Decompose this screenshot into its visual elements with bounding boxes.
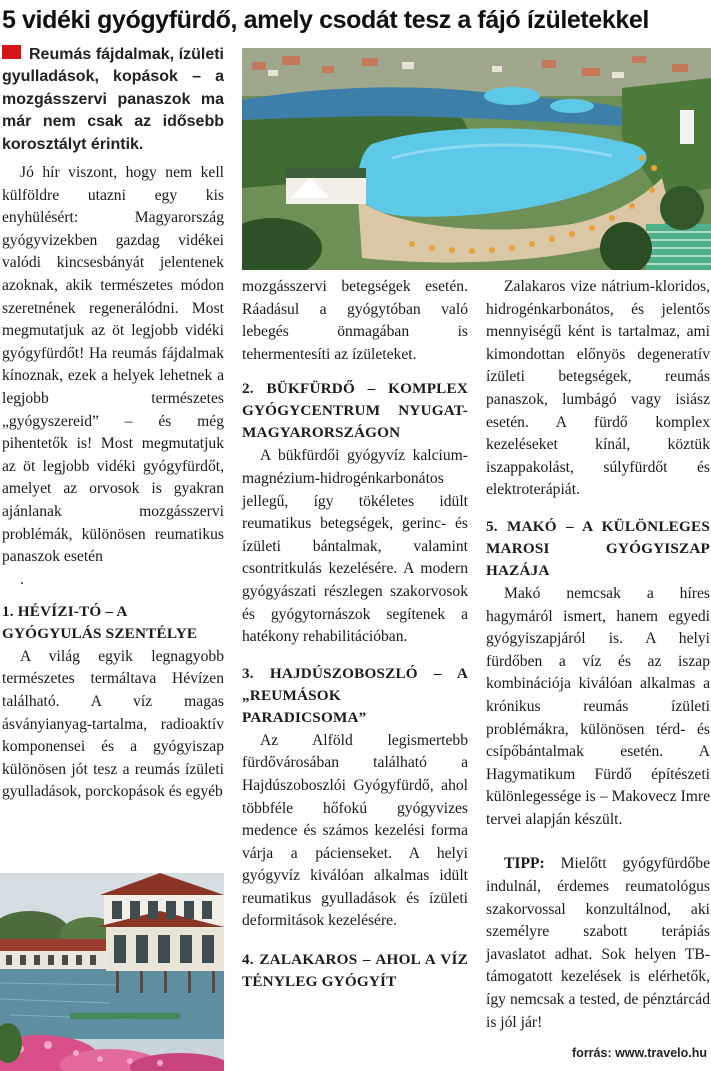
lead-paragraph: Reumás fájdalmak, ízületi gyulladások, kopások – a mozgásszervi panaszok ma már nem csak az idősebb korosztályt érintik. <box>2 46 224 153</box>
source-credit: forrás: www.travelo.hu <box>572 1046 707 1060</box>
intro-paragraph: Jó hír viszont, hogy nem kell külföldre utazni egy kis enyhülésért: Magyarország gyógyvizekben gazdag vidékei valódi kincsesbányát jelentenek azoknak, akik természetes módon szeretnének regenerálódni. Most megmutatjuk az öt legjobb vidéki gyógyfürdőt! Ha reumás fájdalmak kínoznak, ezek a helyek lehetnek a legjobb természetes „gyógyszereid” – és még pihentetők is! Most megmutatjuk az öt legjobb vidéki gyógyfürdőt, amelyet az orvosok is gyakran ajánlanak mozgásszervi problémák, különösen reumatikus panaszok esetén <box>2 164 224 566</box>
aerial-bath-photo <box>242 48 711 270</box>
section-2-text: A bükfürdői gyógyvíz kalcium-magnézium-hidrogénkarbonátos jellegű, így tökéletes idült reumatikus betegségek, gerinc- és ízületi bántalmak, valamint csontritkulás kezelésére. A modern gyógyászati részlegen szakorvosok és gyógytornászok segítenek a hatékony rehabilitációban. <box>242 447 468 646</box>
section-2-heading: 2. BÜKFÜRDŐ – KOMPLEX GYÓGYCENTRUM NYUGAT-MAGYARORSZÁGON <box>242 380 468 442</box>
tip-text: Mielőtt gyógyfürdőbe indulnál, érdemes reumatológus szakorvossal konzultálnod, aki személyre szabott terápiás javaslatot adhat. Sok helyen TB-támogatott kezelések is elérhetők, így nemcsak a tested, de pénztárcád is jól jár! <box>486 855 710 1031</box>
article-title: 5 vidéki gyógyfürdő, amely csodát tesz a fájó ízületekkel <box>2 6 649 34</box>
section-3-heading: 3. HAJDÚSZOBOSZLÓ – A „REUMÁSOK PARADICSOMA” <box>242 664 468 726</box>
intro-dot: . <box>20 570 24 588</box>
heviz-lake-photo <box>0 873 224 1071</box>
tip-label: TIPP: <box>504 855 545 873</box>
section-5-text: Makó nemcsak a híres hagymáról ismert, hanem egyedi gyógyiszapjáról is. A helyi fürdőben a víz és az iszap kombinációja kiválóan alkalmas a krónikus reumás ízületi problémákra, különösen térd- és csípőbántalmak esetén. A Hagymatikum Fürdő építészeti különlegessége is – Makovecz Imre tervei alapján készült. <box>486 584 710 828</box>
column-1 <box>2 44 224 804</box>
section-3-text: Az Alföld legismertebb fürdővárosában található a Hajdúszoboszlói Gyógyfürdő, ahol többféle hőfokú gyógyvizes medence és számos kezelési forma várja a pácienseket. A helyi gyógyvíz kiválóan alkalmas idült reumatikus gyulladások és ízületi deformitások kezelésére. <box>242 731 468 930</box>
tip-paragraph <box>486 853 710 1034</box>
section-5-heading: 5. MAKÓ – A KÜLÖNLEGES MAROSI GYÓGYISZAP HAZÁJA <box>486 517 710 579</box>
section-4-heading: 4. ZALAKAROS – AHOL A VÍZ TÉNYLEG GYÓGYÍT <box>242 951 468 991</box>
section-1-text-a: A világ egyik legnagyobb természetes termáltava Hévízen található. A víz magas ásványianyag-tartalma, radioaktív komponensei és a gyógyiszap különösen jót tesz a reumás ízületi gyulladások, porckopások és egyéb <box>2 647 224 801</box>
red-square-marker <box>2 45 21 59</box>
column-2 <box>242 276 468 994</box>
section-4-text: Zalakaros vize nátrium-kloridos, hidrogénkarbonátos, és jelentős mennyiségű ként is tartalmaz, ami kimondottan előnyös degeneratív ízületi betegségek, reumás panaszok, lumbágó vagy isiász esetén. A fürdő komplex kezeléseket kínál, köztük iszappakolást, súlyfürdőt és elektroterápiát. <box>486 278 710 499</box>
column-3 <box>486 276 710 1034</box>
section-1-heading: 1. HÉVÍZI-TÓ – A GYÓGYULÁS SZENTÉLYE <box>2 602 198 642</box>
section-1-text-b: mozgásszervi betegségek esetén. Ráadásul a gyógytóban való lebegés önmagában is tehermentesíti az ízületeket. <box>242 278 468 363</box>
